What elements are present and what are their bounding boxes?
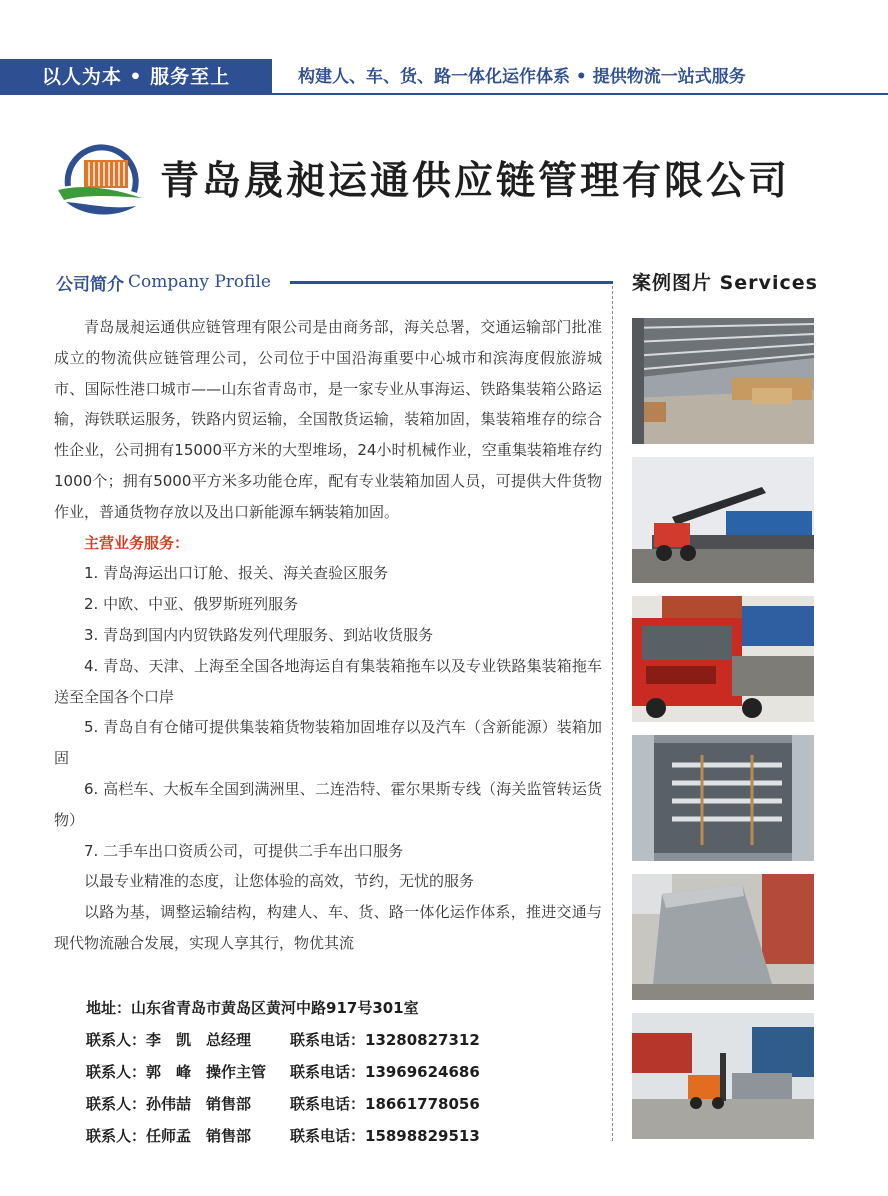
column-divider — [612, 286, 613, 1141]
company-logo — [56, 140, 146, 224]
top-banner — [0, 59, 888, 95]
contact-name: 联系人：孙伟喆 销售部 — [86, 1095, 252, 1113]
contact-row — [86, 1120, 480, 1152]
closing-line: 以最专业精准的态度，让您体验的高效，节约，无忧的服务 — [84, 872, 475, 891]
contact-phone: 联系电话：13280827312 — [290, 1031, 480, 1049]
service-item: 5. 青岛自有仓储可提供集装箱货物装箱加固堆存以及汽车（含新能源）装箱加固 — [54, 718, 602, 768]
warehouse-photo — [632, 318, 814, 444]
truck-photo — [632, 596, 814, 722]
service-item: 6. 高栏车、大板车全国到满洲里、二连浩特、霍尔果斯专线（海关监管转运货物） — [54, 779, 602, 829]
banner-slogan-right: 构建人、车、货、路一体化运作体系 • 提供物流一站式服务 — [298, 67, 746, 87]
reach-stacker-photo — [632, 457, 814, 583]
profile-heading-zh: 公司简介 — [56, 274, 124, 295]
contact-row — [86, 1056, 480, 1088]
service-item: 1. 青岛海运出口订舱、报关、海关查验区服务 — [84, 564, 389, 583]
service-item: 4. 青岛、天津、上海至全国各地海运自有集装箱拖车以及专业铁路集装箱拖车送至全国各个口岸 — [54, 656, 602, 706]
services-gallery-title: 案例图片 Services — [632, 272, 818, 294]
contact-phone: 联系电话：18661778056 — [290, 1095, 480, 1113]
services-heading: 主营业务服务： — [84, 533, 190, 552]
closing-paragraph: 以路为基，调整运输结构，构建人、车、货、路一体化运作体系，推进交通与现代物流融合发展，实现人享其行，物优其流 — [54, 903, 602, 952]
container-loading-photo — [632, 735, 814, 861]
contact-name: 联系人：任师孟 销售部 — [86, 1127, 252, 1145]
service-item: 3. 青岛到国内内贸铁路发列代理服务、到站收货服务 — [84, 625, 434, 644]
profile-body — [54, 312, 602, 959]
company-title: 青岛晟昶运通供应链管理有限公司 — [160, 159, 791, 204]
service-item: 7. 二手车出口资质公司，可提供二手车出口服务 — [84, 841, 404, 860]
address: 地址：山东省青岛市黄岛区黄河中路917号301室 — [86, 999, 419, 1017]
cargo-photo — [632, 874, 814, 1000]
contact-phone: 联系电话：13969624686 — [290, 1063, 480, 1081]
contact-row — [86, 1024, 480, 1056]
profile-heading — [56, 268, 271, 296]
contact-name: 联系人：郭 峰 操作主管 — [86, 1063, 267, 1081]
contact-block — [86, 992, 480, 1152]
banner-slogan-left: 以人为本 • 服务至上 — [0, 59, 272, 95]
contact-phone: 联系电话：15898829513 — [290, 1127, 480, 1145]
forklift-yard-photo — [632, 1013, 814, 1139]
profile-heading-rule — [290, 281, 613, 284]
service-item: 2. 中欧、中亚、俄罗斯班列服务 — [84, 595, 299, 614]
profile-heading-en: Company Profile — [128, 272, 271, 292]
contact-row — [86, 1088, 480, 1120]
contact-name: 联系人：李 凯 总经理 — [86, 1031, 252, 1049]
intro-paragraph: 青岛晟昶运通供应链管理有限公司是由商务部，海关总署，交通运输部门批准成立的物流供应链管理公司，公司位于中国沿海重要中心城市和滨海度假旅游城市、国际性港口城市——山东省青岛市，是一家专业从事海运、铁路集装箱公路运输，海铁联运服务，铁路内贸运输，全国散货运输，装箱加固，集装箱堆存的综合性企业，公司拥有15000平方米的大型堆场，24小时机械作业，空重集装箱堆存约1000个；拥有5000平方米多功能仓库，配有专业装箱加固人员，可提供大件货物作业，普通货物存放以及出口新能源车辆装箱加固。 — [54, 318, 602, 521]
